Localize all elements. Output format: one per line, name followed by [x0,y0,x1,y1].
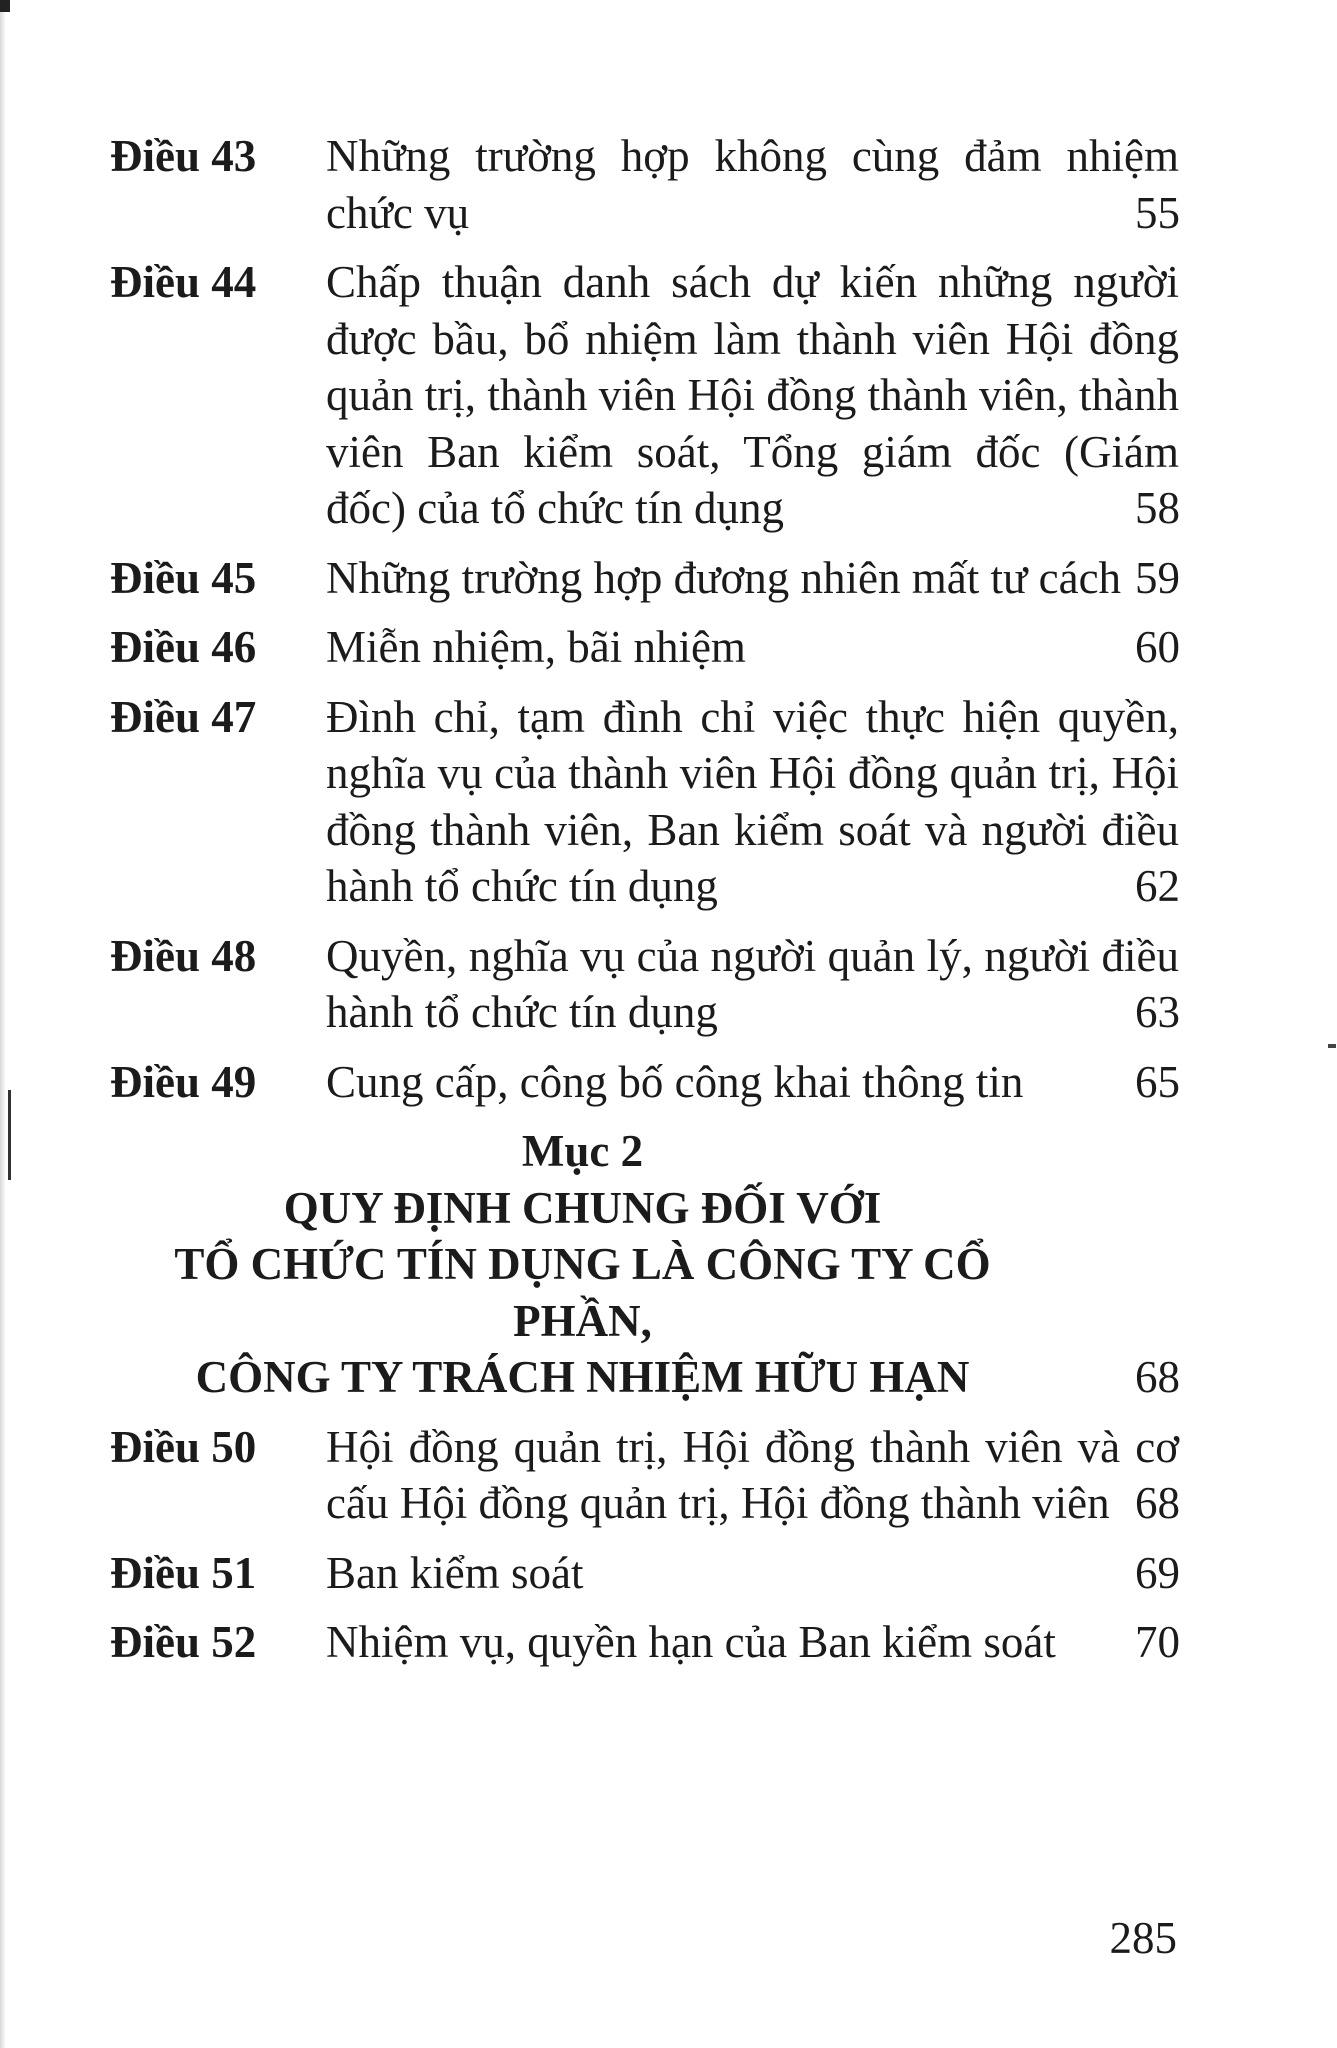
section-title-line: TỔ CHỨC TÍN DỤNG LÀ CÔNG TY CỔ PHẦN, [174,1239,991,1346]
toc-entry-dieu-49[interactable] [110,1054,1180,1111]
article-title: Hội đồng quản trị, Hội đồng thành viên và cơ cấu Hội đồng quản trị, Hội đồng thành viên [326,1421,1179,1528]
page-number: 70 [1135,1617,1180,1667]
toc-entry-dieu-46[interactable] [110,619,1180,676]
article-number: Điều 52 [110,1617,257,1667]
section-label: Mục 2 [521,1126,644,1176]
table-of-contents [110,128,1180,1684]
article-title: Quyền, nghĩa vụ của người quản lý, người điều hành tổ chức tín dụng [326,930,1179,1037]
article-number: Điều 47 [110,691,257,742]
article-number: Điều 50 [110,1421,257,1472]
article-title: Ban kiểm soát [326,1547,584,1598]
article-number: Điều 43 [110,131,257,181]
page-number: 62 [1135,861,1180,911]
article-title: Chấp thuận danh sách dự kiến những người được bầu, bổ nhiệm làm thành viên Hội đồng quản trị, thành viên Hội đồng thành viên, thành viên Ban kiểm soát, Tổng giám đốc (Giám đốc) của tổ chức tín dụng [326,257,1179,533]
page-number: 69 [1135,1547,1180,1598]
page-number: 60 [1135,622,1180,672]
left-binding-mark [8,1090,11,1180]
section-title-line: QUY ĐỊNH CHUNG ĐỐI VỚI [283,1182,882,1233]
page-number: 55 [1135,187,1180,238]
toc-entry-dieu-48[interactable] [110,928,1180,1041]
right-edge-mark [1328,1044,1336,1048]
corner-scan-mark [0,0,10,12]
page-number: 65 [1135,1056,1180,1107]
article-number: Điều 51 [110,1547,257,1598]
toc-entry-dieu-51[interactable] [110,1545,1180,1602]
section-title-line: CÔNG TY TRÁCH NHIỆM HỮU HẠN [195,1352,970,1402]
page-number: 63 [1135,987,1180,1037]
article-title: Nhiệm vụ, quyền hạn của Ban kiểm soát [326,1617,1056,1667]
page-edge-shadow [0,0,6,2048]
page-number: 58 [1135,483,1180,533]
toc-entry-dieu-47[interactable] [110,689,1180,915]
toc-entry-dieu-52[interactable] [110,1614,1180,1671]
page-number: 59 [1135,552,1180,603]
page-number: 68 [1135,1352,1180,1402]
article-number: Điều 48 [110,930,257,981]
toc-entry-dieu-45[interactable] [110,550,1180,607]
article-title: Đình chỉ, tạm đình chỉ việc thực hiện quyền, nghĩa vụ của thành viên Hội đồng quản trị, Hội đồng thành viên, Ban kiểm soát và người điều hành tổ chức tín dụng [326,691,1179,911]
toc-entry-dieu-50[interactable] [110,1419,1180,1532]
article-title: Cung cấp, công bố công khai thông tin [326,1056,1024,1107]
folio-page-number: 285 [1109,1913,1177,1963]
article-title: Những trường hợp đương nhiên mất tư cách [326,552,1122,603]
toc-entry-dieu-44[interactable] [110,254,1180,537]
article-number: Điều 44 [110,257,257,307]
toc-entry-dieu-43[interactable] [110,128,1180,241]
article-title: Miễn nhiệm, bãi nhiệm [326,622,746,672]
page-number: 68 [1135,1478,1180,1528]
article-number: Điều 45 [110,552,257,603]
section-heading-muc-2[interactable] [110,1123,1180,1406]
article-number: Điều 49 [110,1056,257,1107]
article-number: Điều 46 [110,622,257,672]
article-title: Những trường hợp không cùng đảm nhiệm chức vụ [326,131,1179,238]
